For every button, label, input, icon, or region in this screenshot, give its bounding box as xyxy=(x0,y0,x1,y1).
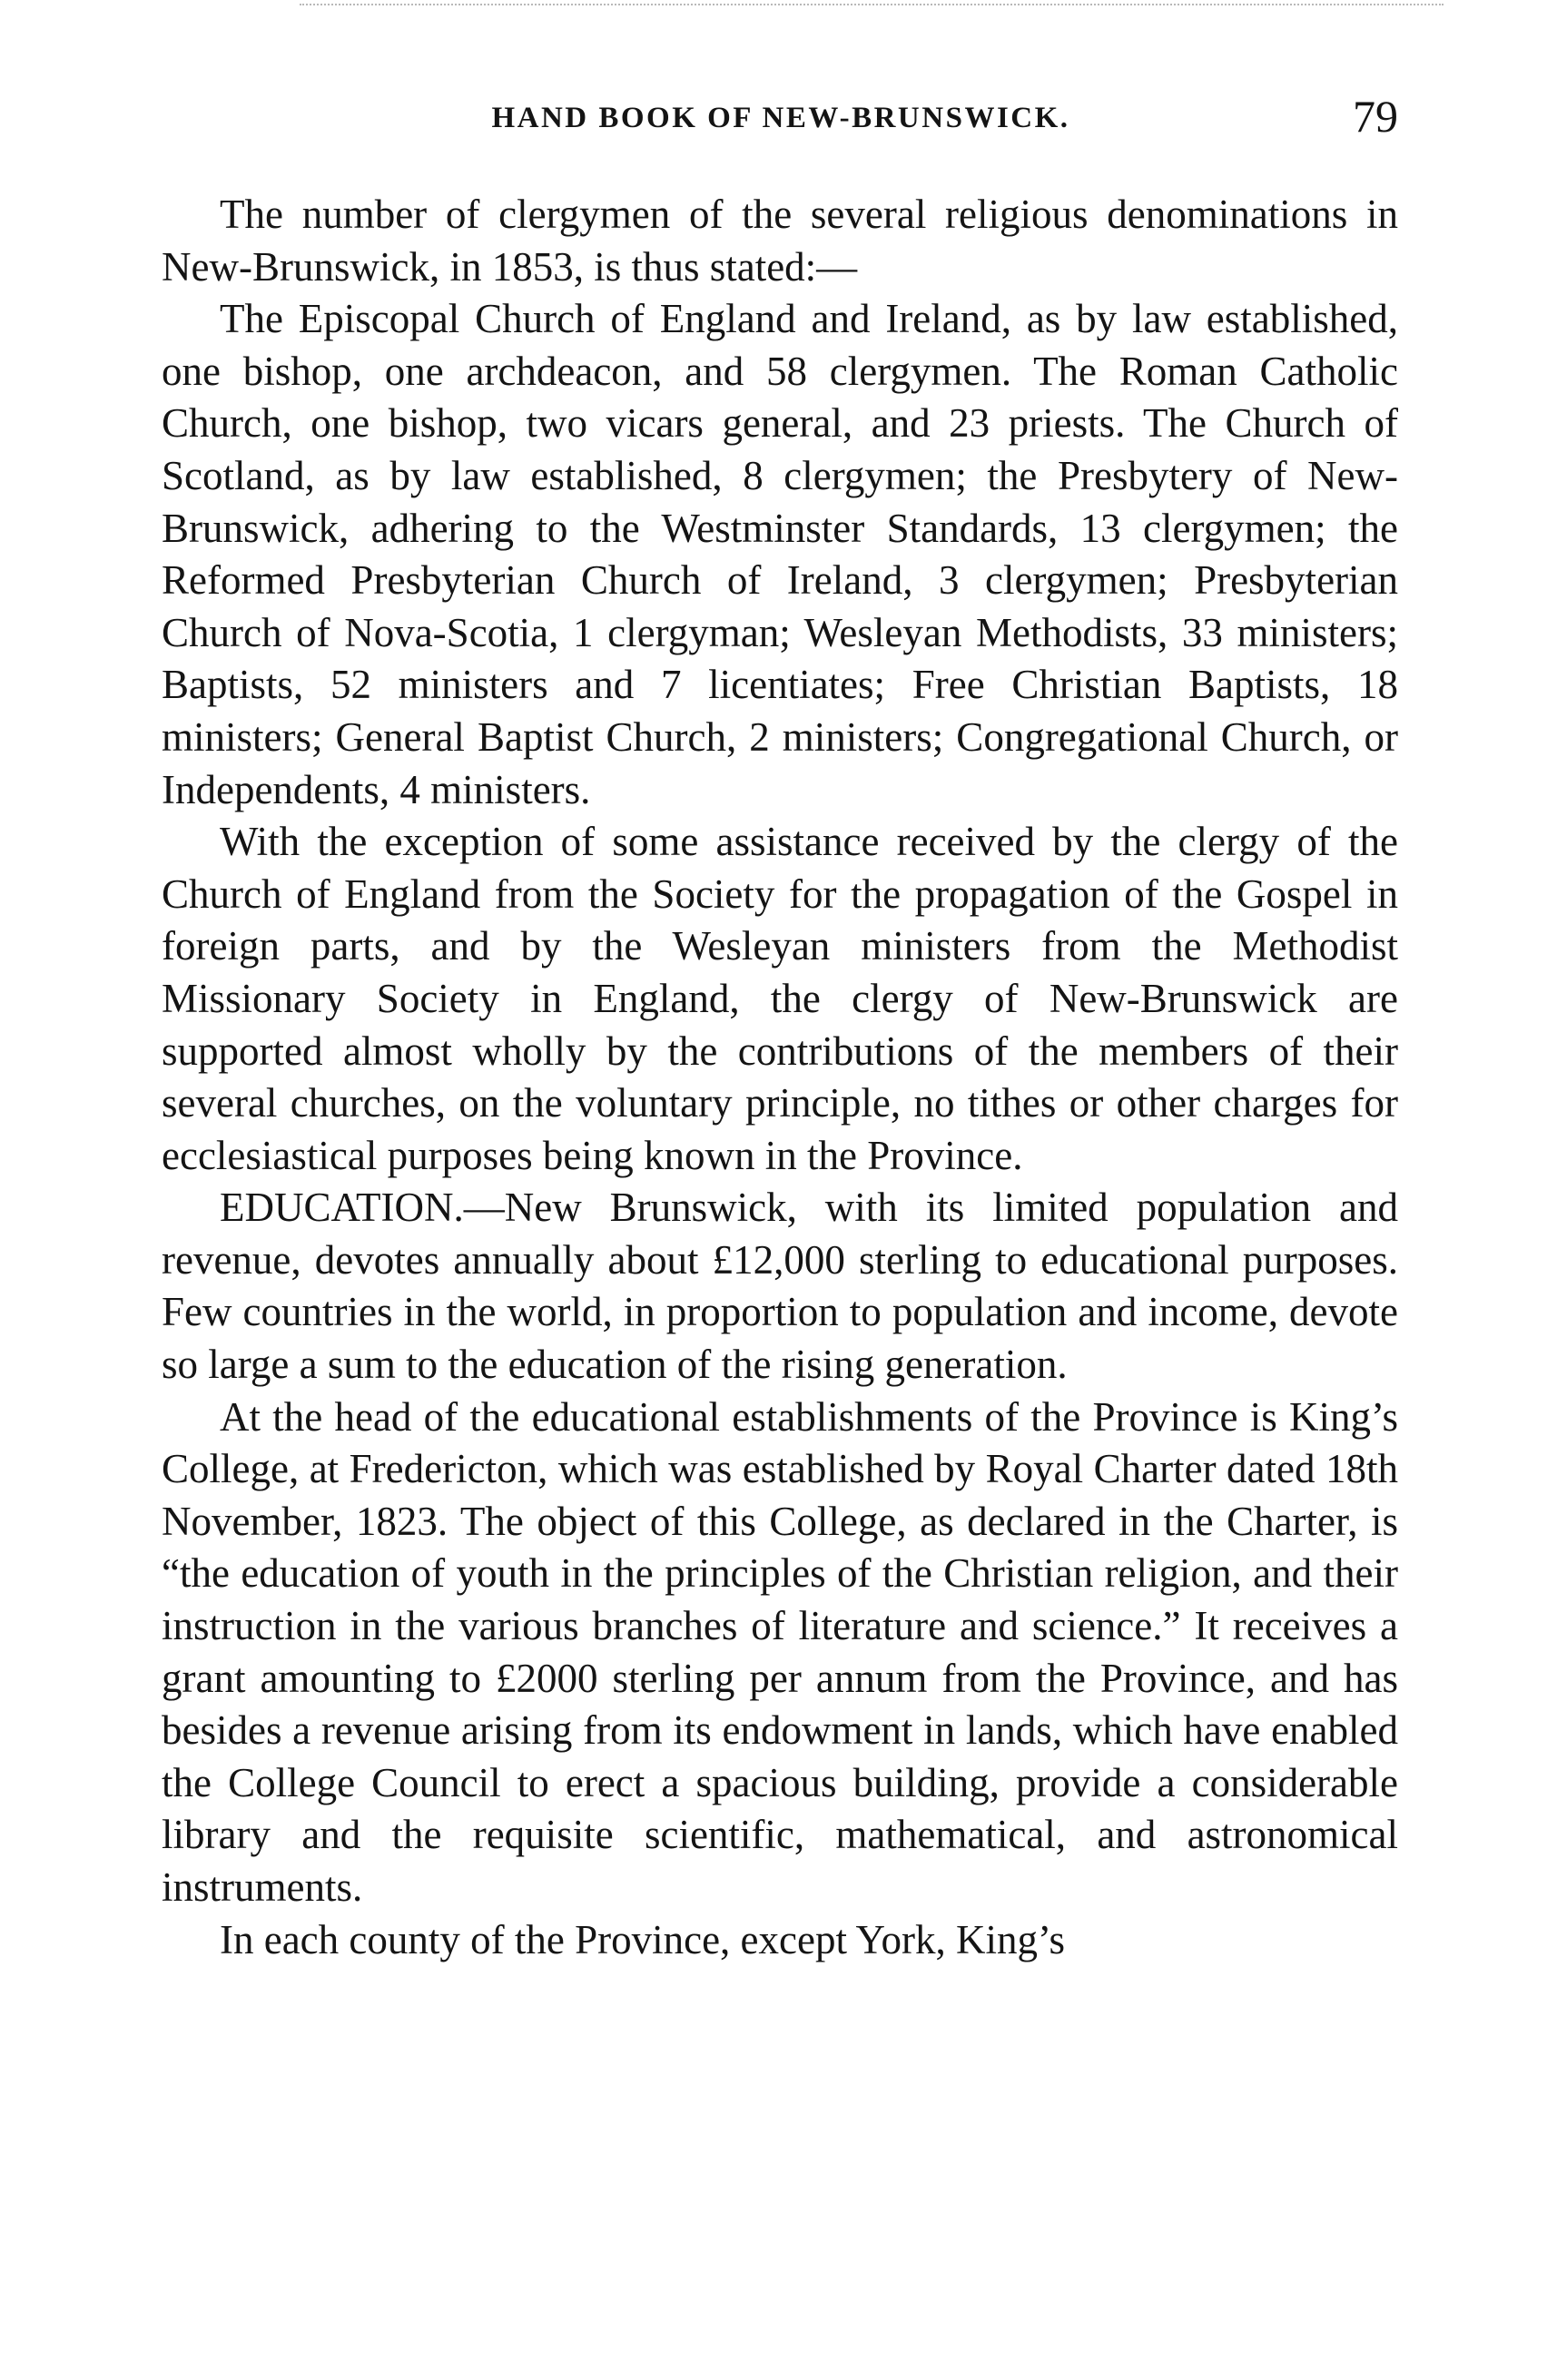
page-top-edge xyxy=(300,4,1444,5)
paragraph-clergy-support: With the exception of some assistance received by the clergy of the Church of England from the Society for the propagation of the Gospel in foreign parts, and by the Wesleyan ministers from the Methodist Missionary Society in England, the clergy of New-Brunswick are supported almost wholly by the contributions of the members of their several churches, on the voluntary principle, no tithes or other charges for ecclesiastical purposes being known in the Province. xyxy=(162,819,1398,1178)
paragraph-education: EDUCATION.—New Brunswick, with its limited population and revenue, devotes annually about £12,000 sterling to educational purposes. Few countries in the world, in proportion to population and income, devote so large a sum to the education of the rising generation. xyxy=(162,1185,1398,1388)
paragraph-denominations: The Episcopal Church of England and Ireland, as by law established, one bishop, one archdeacon, and 58 clergymen. The Roman Catholic Church, one bishop, two vicars general, and 23 priests. The Church of Scotland, as by law established, 8 clergymen; the Presbytery of New-Brunswick, adhering to the Westminster Standards, 13 clergymen; the Reformed Presbyterian Church of Ireland, 3 clergymen; Presbyterian Church of Nova-Scotia, 1 clergyman; Wesleyan Methodists, 33 ministers; Baptists, 52 ministers and 7 licentiates; Free Christian Baptists, 18 ministers; General Baptist Church, 2 ministers; Congregational Church, or Independents, 4 ministers. xyxy=(162,296,1398,812)
body-text xyxy=(162,189,1398,1966)
running-title: HAND BOOK OF NEW-BRUNSWICK. xyxy=(491,102,1070,134)
paragraph-kings-college: At the head of the educational establishments of the Province is King’s College, at Fredericton, which was established by Royal Charter dated 18th November, 1823. The object of this College, as declared in the Charter, is “the education of youth in the principles of the Christian religion, and their instruction in the various branches of literature and science.” It receives a grant amounting to £2000 sterling per annum from the Province, and has besides a revenue arising from its endowment in lands, which have enabled the College Council to erect a spacious building, provide a considerable library and the requisite scientific, mathematical, and astronomical instruments. xyxy=(162,1393,1398,1910)
page-number: 79 xyxy=(1353,91,1398,142)
paragraph-clergy-count: The number of clergymen of the several religious denominations in New-Brunswick, in 1853, is thus stated:— xyxy=(162,192,1398,290)
paragraph-county-schools: In each county of the Province, except York, King’s xyxy=(220,1916,1066,1962)
running-head xyxy=(163,91,1398,154)
